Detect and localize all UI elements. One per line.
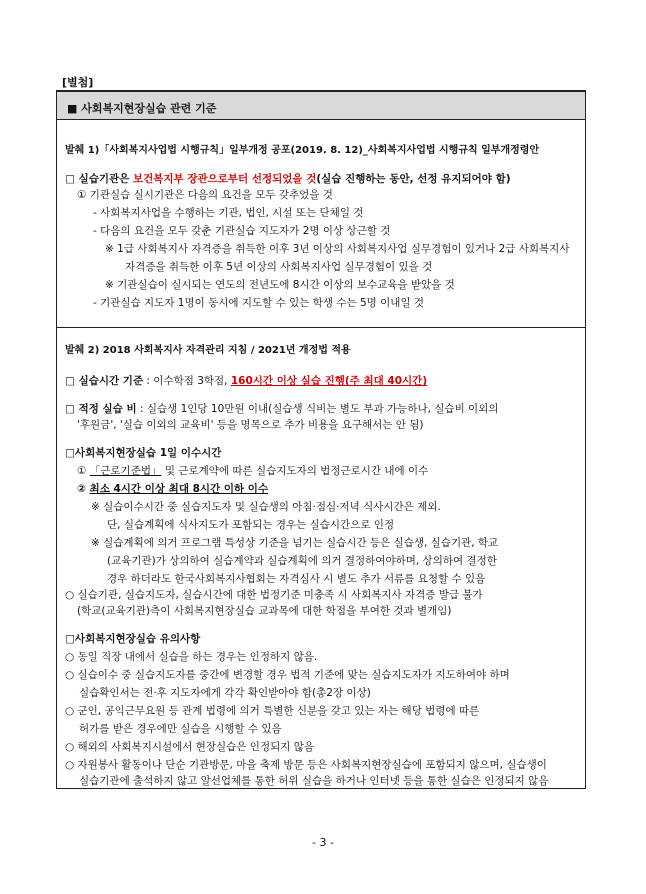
requirement-note: ※ 1급 사회복지사 자격증을 취득한 이후 3년 이상의 사회복지사업 실무경험이 있거나 2급 사회복지사 xyxy=(105,243,570,255)
daily-hours-note: 경우 하더라도 한국사회복지사협회는 자격심사 시 별도 추가 서류를 요청할 수 있음 xyxy=(107,573,486,585)
attachment-label: [별첨] xyxy=(62,76,94,89)
note-item: ○ 해외의 사회복지시설에서 현장실습은 인정되지 않음 xyxy=(65,741,314,753)
note-item: ○ 자원봉사 활동이나 단순 기관방문, 마을 축제 방문 등은 사회복지현장실습에 포함되지 않으며, 실습생이 xyxy=(65,759,547,771)
daily-hours-item: ② 최소 4시간 이상 최대 8시간 이하 이수 xyxy=(77,483,269,495)
requirement-line: - 사회복지사업을 수행하는 기관, 법인, 시설 또는 단체일 것 xyxy=(93,207,364,219)
note-item: ○ 동일 직장 내에서 실습을 하는 경우는 인정하지 않음. xyxy=(65,651,318,663)
section-header-title: ■ 사회복지현장실습 관련 기준 xyxy=(67,102,217,115)
excerpt-2-title: 발췌 2) 2018 사회복지사 자격관리 지침 / 2021년 개정법 적용 xyxy=(65,345,351,356)
requirement-note: 자격증을 취득한 이후 5년 이상의 사회복지사업 실무경험이 있을 것 xyxy=(125,261,433,273)
training-fee-standard: □ 적정 실습 비 : 실습생 1인당 10만원 이내(실습생 식비는 별도 부과 가능하나, 실습비 이외의 xyxy=(65,403,499,415)
requirement-note: ※ 기관실습이 실시되는 연도의 전년도에 8시간 이상의 보수교육을 받았을 것 xyxy=(105,279,455,291)
daily-hours-note: ※ 실습계획에 의거 프로그램 특성상 기준을 넘기는 실습시간 등은 실습생, 실습기관, 학교 xyxy=(91,537,499,549)
requirement-line: - 기관실습 지도자 1명이 동시에 지도할 수 있는 학생 수는 5명 이내일 것 xyxy=(93,297,425,309)
excerpt-1-title: 발췌 1)「사회복지사업법 시행규칙」일부개정 공포(2019. 8. 12)_사회복지사업법 시행규칙 일부개정령안 xyxy=(65,145,540,156)
daily-hours-title: □사회복지현장실습 1일 이수시간 xyxy=(65,447,222,459)
training-institution-requirement: □ 실습기관은 보건복지부 장관으로부터 선정되었을 것(실습 진행하는 동안, 선정 유지되어야 함) xyxy=(65,173,511,185)
section-header xyxy=(56,90,586,120)
requirement-line: - 다음의 요건을 모두 갖춘 기관실습 지도자가 2명 이상 상근할 것 xyxy=(93,225,391,237)
notes-title: □사회복지현장실습 유의사항 xyxy=(65,633,201,645)
note-item: 실습확인서는 전·후 지도자에게 각각 확인받아야 함(총2장 이상) xyxy=(79,687,371,699)
training-time-standard: □ 실습시간 기준 : 이수학점 3학점, 160시간 이상 실습 진행(주 최대 40시간) xyxy=(65,375,428,387)
daily-hours-note: (교육기관)가 상의하여 실습계약과 실습계획에 의거 결정하여야하며, 상의하여 결정한 xyxy=(107,555,497,567)
daily-hours-item: ① 「근로기준법」 및 근로계약에 따른 실습지도자의 법정근로시간 내에 이수 xyxy=(77,465,429,477)
note-item: ○ 실습이수 중 실습지도자를 중간에 변경할 경우 법적 기준에 맞는 실습지도자가 지도하여야 하며 xyxy=(65,669,510,681)
note-item: ○ 군인, 공익근무요원 등 관계 법령에 의거 특별한 신분을 갖고 있는 자는 해당 법령에 따른 xyxy=(65,705,480,717)
requirement-line: ① 기관실습 실시기관은 다음의 요건을 모두 갖추었을 것 xyxy=(77,189,333,201)
certification-note: (학교(교육기관)측이 사회복지현장실습 교과목에 대한 학점을 부여한 것과 별개임) xyxy=(77,605,452,617)
excerpt-1-box xyxy=(56,120,586,328)
training-fee-note: '후원금', '실습 이외의 교육비' 등을 명목으로 추가 비용을 요구해서는 안 됨) xyxy=(77,419,424,431)
certification-note: ○ 실습기관, 실습지도자, 실습시간에 대한 법정기준 미충족 시 사회복지사 자격증 발급 불가 xyxy=(65,589,483,601)
page-number: - 3 - xyxy=(312,836,334,849)
note-item: 실습기관에 출석하지 않고 알선업체를 통한 허위 실습을 하거나 인터넷 등을 통한 실습은 인정되지 않음 xyxy=(79,775,549,787)
excerpt-2-box xyxy=(56,328,586,789)
daily-hours-note: ※ 실습이수시간 중 실습지도자 및 실습생의 아침·점심·저녁 식사시간은 제외. xyxy=(91,501,441,513)
note-item: 허가를 받은 경우에만 실습을 시행할 수 있음 xyxy=(79,723,282,735)
daily-hours-note: 단, 실습계획에 식사지도가 포함되는 경우는 실습시간으로 인정 xyxy=(107,519,395,531)
